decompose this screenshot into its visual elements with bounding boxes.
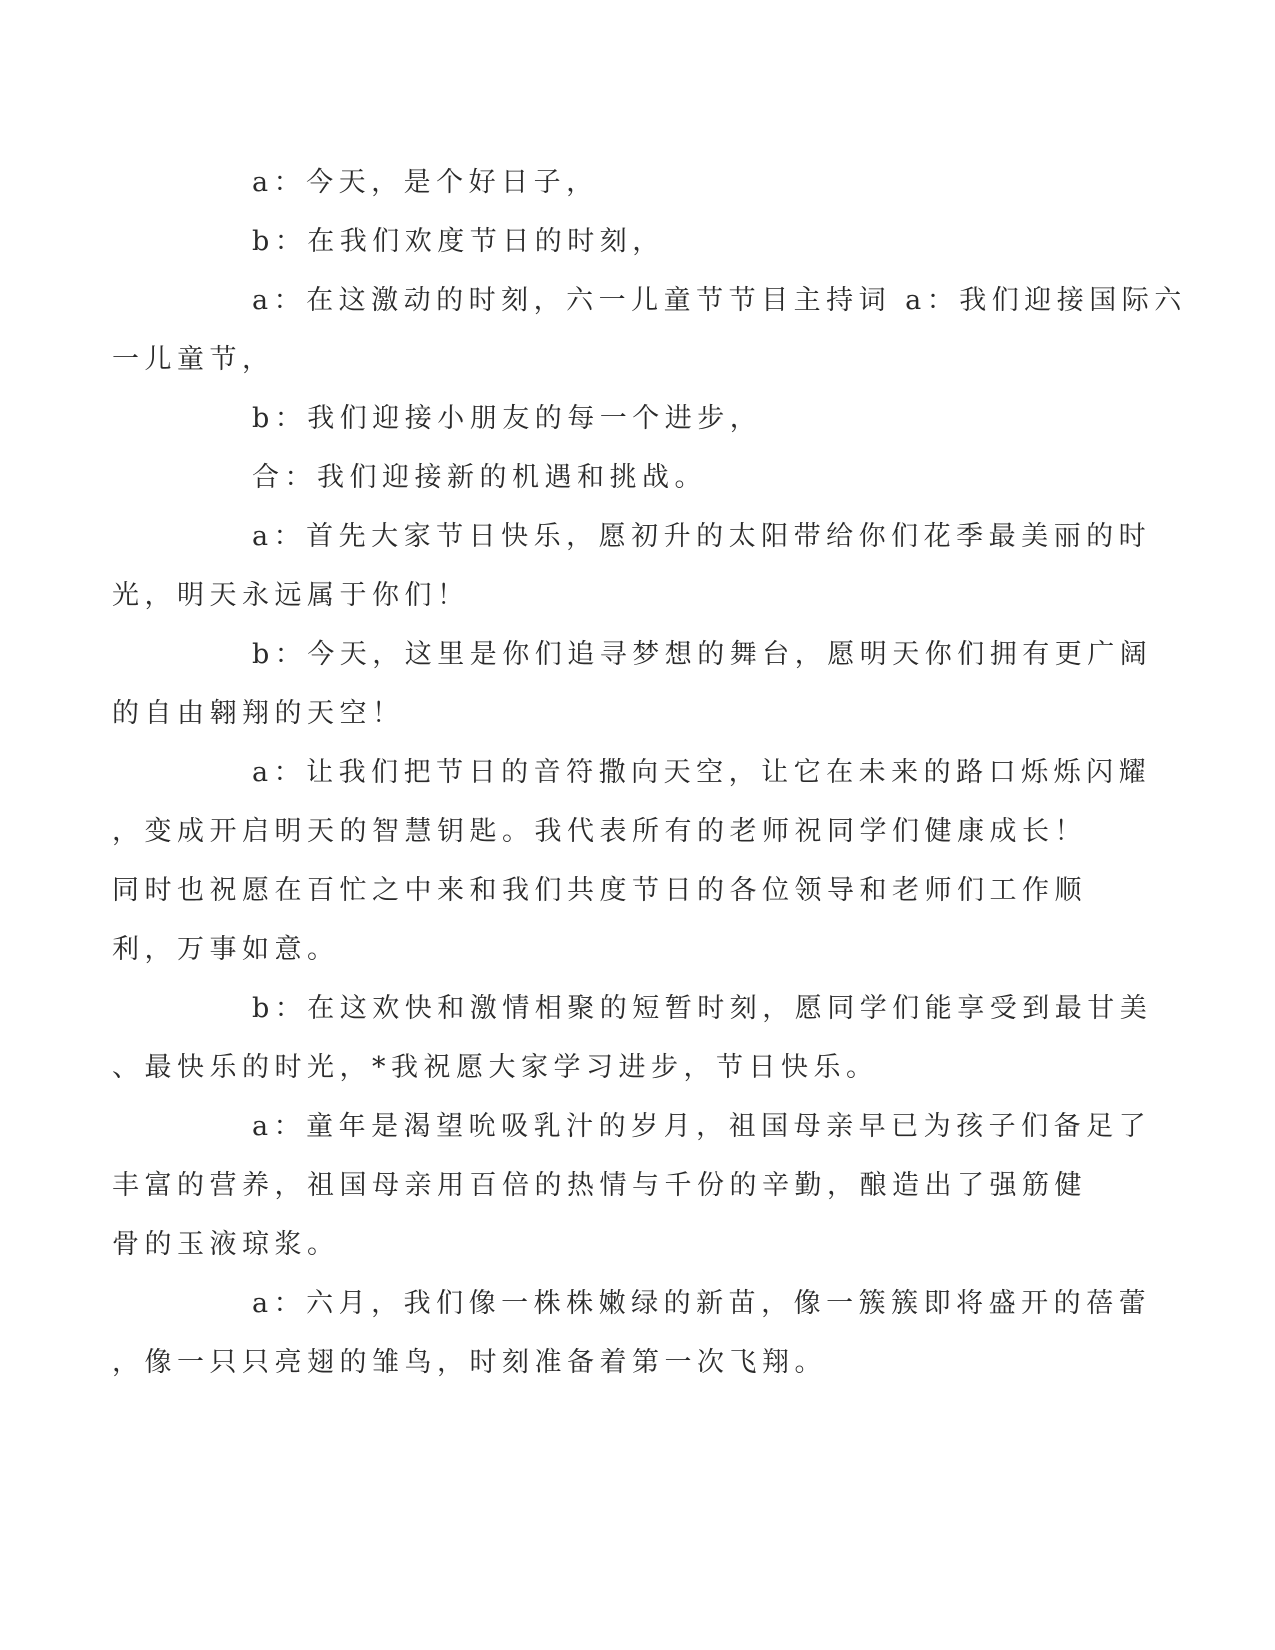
text-line: 骨的玉液琼浆。 bbox=[112, 1229, 340, 1260]
text-line: ，像一只只亮翅的雏鸟，时刻准备着第一次飞翔。 bbox=[112, 1347, 827, 1378]
paragraph bbox=[182, 153, 1032, 212]
text-line: 的自由翱翔的天空！ bbox=[112, 698, 405, 729]
text-line: a：六月，我们像一株株嫩绿的新苗，像一簇簇即将盛开的蓓蕾 bbox=[252, 1288, 1152, 1319]
text-line: ，变成开启明天的智慧钥匙。我代表所有的老师祝同学们健康成长！ bbox=[112, 816, 1087, 847]
text-line: a：首先大家节日快乐，愿初升的太阳带给你们花季最美丽的时 bbox=[252, 521, 1152, 552]
paragraph bbox=[112, 271, 1187, 389]
text-line: a：童年是渴望吮吸乳汁的岁月，祖国母亲早已为孩子们备足了 bbox=[252, 1111, 1152, 1142]
paragraph bbox=[182, 448, 1032, 507]
text-line: 合：我们迎接新的机遇和挑战。 bbox=[252, 462, 707, 493]
text-line: b：今天，这里是你们追寻梦想的舞台，愿明天你们拥有更广阔 bbox=[252, 639, 1153, 670]
text-line: 一儿童节， bbox=[112, 344, 275, 375]
paragraph bbox=[112, 979, 1153, 1097]
paragraph bbox=[182, 389, 1032, 448]
text-line: b：在这欢快和激情相聚的短暂时刻，愿同学们能享受到最甘美 bbox=[252, 993, 1153, 1024]
text-line: b：在我们欢度节日的时刻， bbox=[252, 226, 665, 257]
text-line: a：在这激动的时刻，六一儿童节节目主持词 a：我们迎接国际六 bbox=[252, 285, 1187, 316]
text-line: a：让我们把节日的音符撒向天空，让它在未来的路口烁烁闪耀 bbox=[252, 757, 1152, 788]
paragraph bbox=[112, 743, 1152, 979]
text-line: 同时也祝愿在百忙之中来和我们共度节日的各位领导和老师们工作顺 bbox=[112, 875, 1087, 906]
text-line: a：今天，是个好日子， bbox=[252, 167, 599, 198]
paragraph bbox=[112, 507, 1152, 625]
paragraph bbox=[112, 625, 1153, 743]
text-line: b：我们迎接小朋友的每一个进步， bbox=[252, 403, 763, 434]
text-line: 利，万事如意。 bbox=[112, 934, 340, 965]
text-line: 、最快乐的时光，*我祝愿大家学习进步，节日快乐。 bbox=[112, 1052, 879, 1083]
document-body bbox=[112, 153, 1187, 1392]
paragraph bbox=[182, 212, 1032, 271]
paragraph bbox=[112, 1274, 1152, 1392]
paragraph bbox=[112, 1097, 1152, 1274]
text-line: 光，明天永远属于你们！ bbox=[112, 580, 470, 611]
text-line: 丰富的营养，祖国母亲用百倍的热情与千份的辛勤，酿造出了强筋健 bbox=[112, 1170, 1087, 1201]
